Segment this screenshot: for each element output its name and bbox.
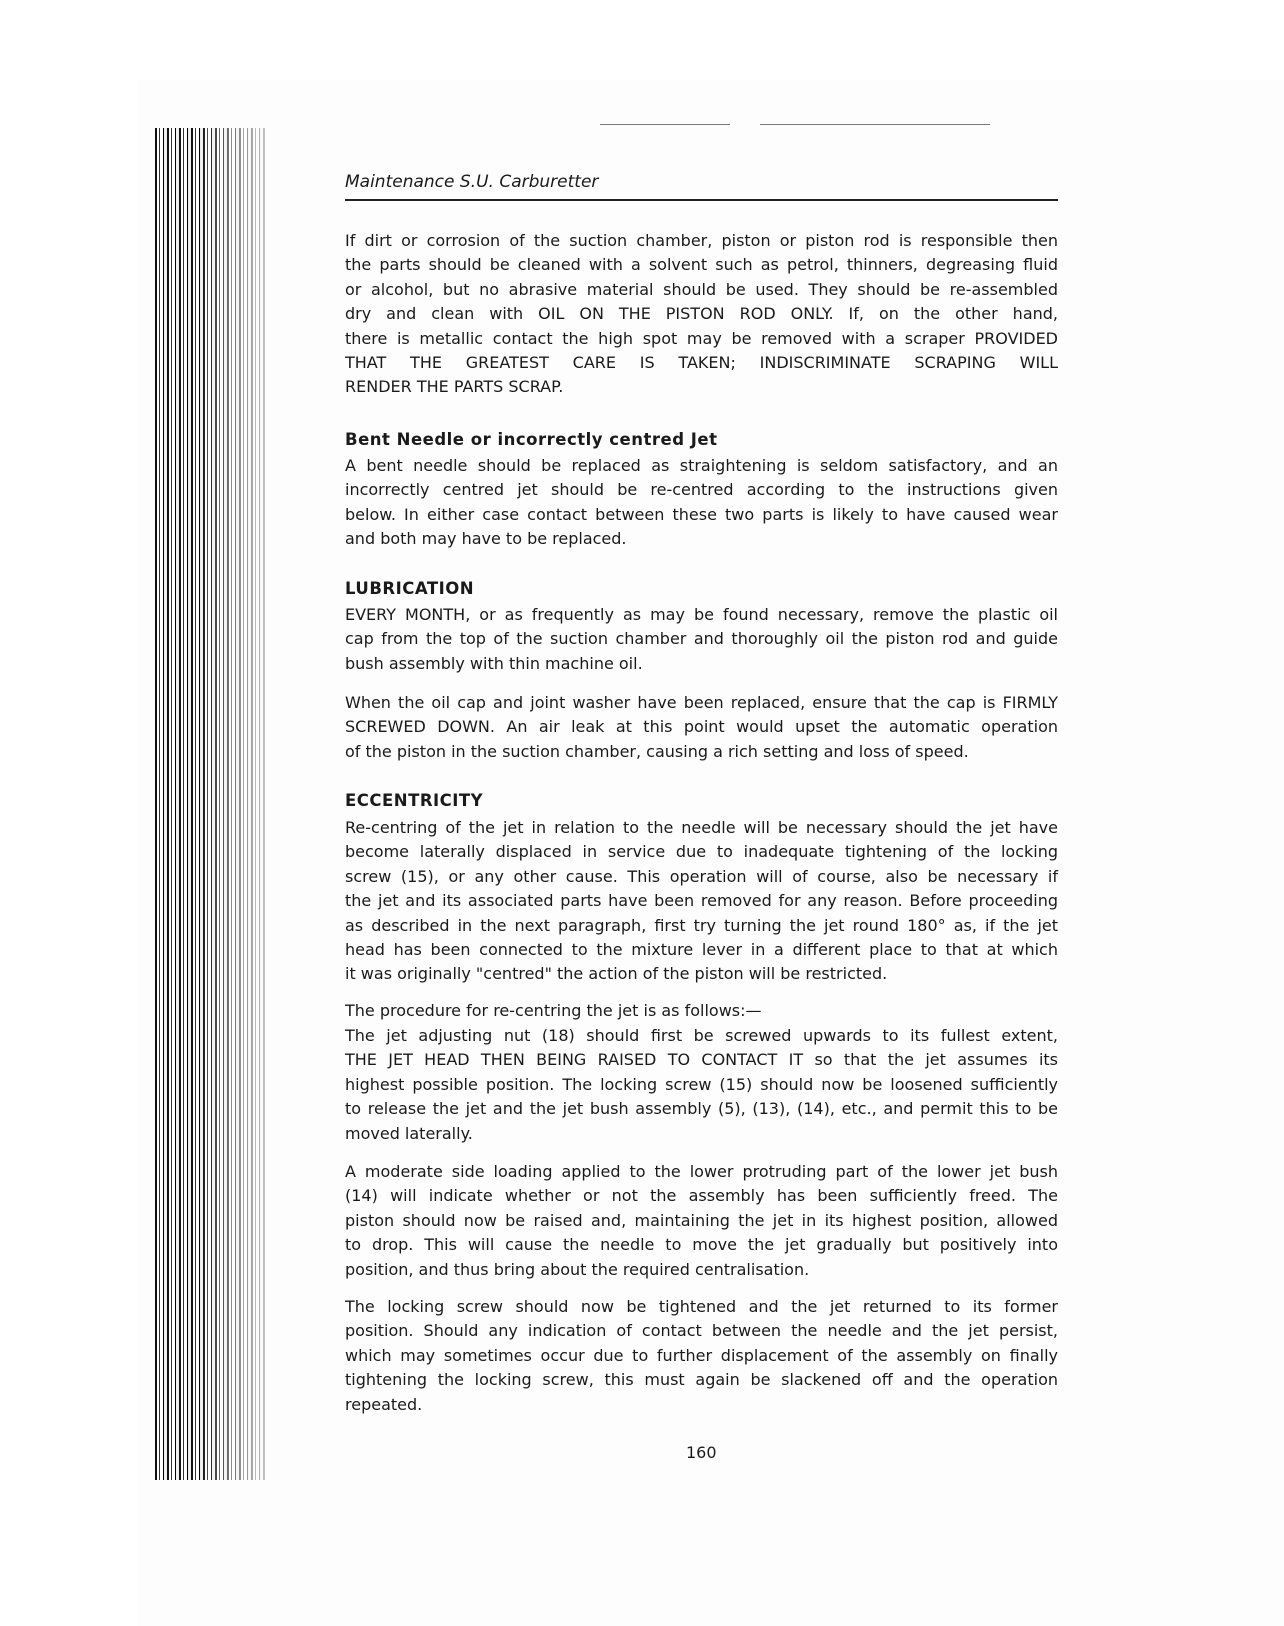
- text-line: or alcohol, but no abrasive material should be used. They should be re-assembled: [345, 279, 1058, 299]
- text-line: dry and clean with OIL ON THE PISTON ROD ONLY. If, on the other hand,: [345, 304, 1058, 324]
- paragraph: [345, 1295, 1058, 1417]
- text-line: tightening the locking screw, this must again be slackened off and the operation: [345, 1370, 1058, 1390]
- text-line: bush assembly with thin machine oil.: [345, 653, 643, 673]
- scan-edge-artifact: [155, 128, 265, 1480]
- text-line: EVERY MONTH, or as frequently as may be found necessary, remove the plastic oil: [345, 605, 1058, 624]
- text-line: (14) will indicate whether or not the assembly has been sufficiently freed. The: [345, 1186, 1058, 1206]
- text-line: If dirt or corrosion of the suction chamber, piston or piston rod is responsible then: [345, 231, 1058, 250]
- section-heading: LUBRICATION: [345, 579, 475, 598]
- text-line: piston should now be raised and, maintaining the jet in its highest position, allowed: [345, 1210, 1058, 1230]
- text-line: SCREWED DOWN. An air leak at this point would upset the automatic operation: [345, 717, 1058, 737]
- text-line: incorrectly centred jet should be re-centred according to the instructions given: [345, 480, 1058, 500]
- text-line: The jet adjusting nut (18) should first be screwed upwards to its fullest extent,: [345, 1026, 1058, 1045]
- page-number: 160: [686, 1443, 717, 1462]
- paragraph: [345, 1160, 1058, 1282]
- text-line: highest possible position. The locking screw (15) should now be loosened sufficiently: [345, 1074, 1058, 1094]
- header-rule: [345, 199, 1058, 201]
- text-line: A moderate side loading applied to the lower protruding part of the lower jet bush: [345, 1162, 1058, 1181]
- text-line: as described in the next paragraph, first try turning the jet round 180° as, if the jet: [345, 915, 1058, 935]
- paragraph: [345, 454, 1058, 552]
- text-line: the parts should be cleaned with a solvent such as petrol, thinners, degreasing fluid: [345, 255, 1058, 275]
- text-line: Re-centring of the jet in relation to the needle will be necessary should the jet have: [345, 818, 1058, 837]
- text-line: head has been connected to the mixture lever in a different place to that at which: [345, 939, 1058, 959]
- text-line: become laterally displaced in service due to inadequate tightening of the locking: [345, 842, 1058, 862]
- text-line: below. In either case contact between these two parts is likely to have caused wear: [345, 504, 1058, 524]
- text-line: there is metallic contact the high spot may be removed with a scraper PROVIDED: [345, 328, 1058, 348]
- paragraph: [345, 691, 1058, 764]
- paragraph: [345, 1024, 1058, 1146]
- text-line: which may sometimes occur due to further displacement of the assembly on finally: [345, 1345, 1058, 1365]
- text-line: moved laterally.: [345, 1123, 473, 1143]
- scan-artifact-line: [600, 124, 730, 125]
- text-line: of the piston in the suction chamber, causing a rich setting and loss of speed.: [345, 741, 969, 761]
- paragraph: [345, 603, 1058, 676]
- paragraph: [345, 816, 1058, 987]
- text-line: When the oil cap and joint washer have been replaced, ensure that the cap is FIRMLY: [345, 693, 1058, 712]
- paragraph: [345, 229, 1058, 400]
- text-line: THE JET HEAD THEN BEING RAISED TO CONTACT IT so that the jet assumes its: [345, 1050, 1058, 1070]
- text-line: RENDER THE PARTS SCRAP.: [345, 377, 564, 397]
- text-line: THAT THE GREATEST CARE IS TAKEN; INDISCRIMINATE SCRAPING WILL: [345, 352, 1058, 372]
- text-line: The procedure for re-centring the jet is as follows:—: [345, 1001, 762, 1020]
- running-header: Maintenance S.U. Carburetter: [345, 172, 599, 192]
- text-line: the jet and its associated parts have been removed for any reason. Before proceeding: [345, 891, 1058, 911]
- text-line: position. Should any indication of contact between the needle and the jet persist,: [345, 1321, 1058, 1341]
- text-line: A bent needle should be replaced as straightening is seldom satisfactory, and an: [345, 456, 1058, 475]
- text-line: The locking screw should now be tightened and the jet returned to its former: [345, 1297, 1058, 1316]
- text-line: to drop. This will cause the needle to move the jet gradually but positively into: [345, 1235, 1058, 1255]
- text-line: to release the jet and the jet bush assembly (5), (13), (14), etc., and permit this to be: [345, 1099, 1058, 1119]
- text-line: it was originally "centred" the action of the piston will be restricted.: [345, 964, 888, 984]
- text-line: position, and thus bring about the required centralisation.: [345, 1259, 810, 1279]
- text-line: screw (15), or any other cause. This operation will of course, also be necessary if: [345, 866, 1058, 886]
- text-line: repeated.: [345, 1394, 423, 1414]
- paragraph: [345, 999, 1058, 1023]
- text-line: cap from the top of the suction chamber and thoroughly oil the piston rod and guide: [345, 629, 1058, 649]
- section-heading: ECCENTRICITY: [345, 791, 484, 810]
- section-heading: Bent Needle or incorrectly centred Jet: [345, 430, 718, 449]
- scan-artifact-line: [760, 124, 990, 125]
- text-line: and both may have to be replaced.: [345, 529, 627, 549]
